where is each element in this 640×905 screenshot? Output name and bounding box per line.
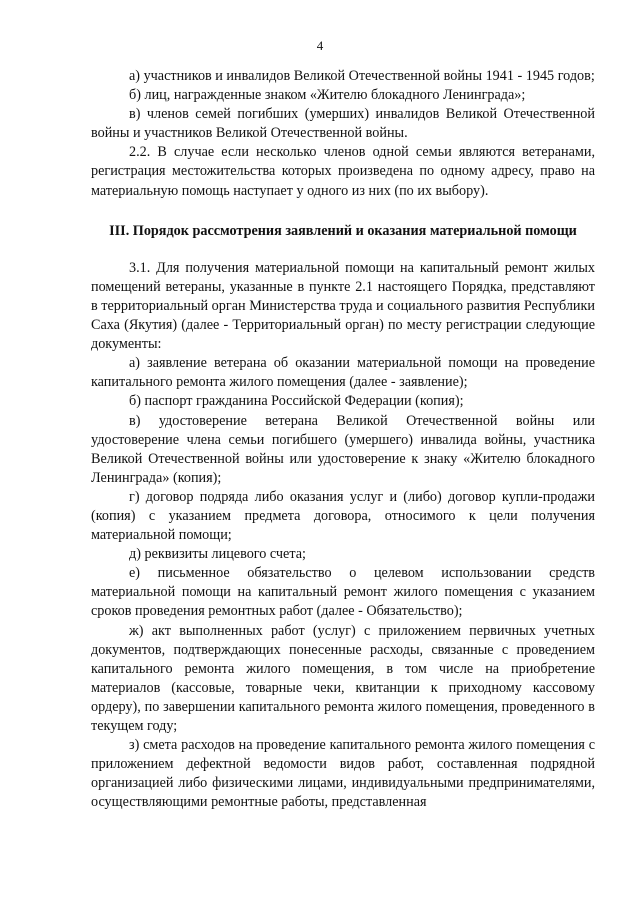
list-item-z: з) смета расходов на проведение капитального ремонта жилого помещения с приложением дефектной ведомости видов работ, составленная подрядной организацией либо физическими лицами, индивидуальными предпринимателями, осуществляющими ремонтные работы, представленная: [91, 737, 595, 811]
list-item-v: в) удостоверение ветерана Великой Отечественной войны или удостоверение члена семьи погибшего (умершего) инвалида войны, участника Великой Отечественной войны или удостоверение к знаку «Жителю блокадного Ленинграда» (копия);: [91, 412, 595, 486]
paragraph-2-2: 2.2. В случае если несколько членов одной семьи являются ветеранами, регистрация местожительства которых произведена по одному адресу, право на материальную помощь наступает у одного из них (по их выбору).: [91, 144, 595, 199]
paragraph-leningrad-residents: б) лиц, награжденные знаком «Жителю блокадного Ленинграда»;: [129, 87, 526, 104]
paragraph-veterans-wwii: а) участников и инвалидов Великой Отечественной войны 1941 - 1945 годов;: [129, 68, 595, 84]
list-item-d: д) реквизиты лицевого счета;: [129, 546, 306, 563]
paragraph-3-1: 3.1. Для получения материальной помощи на капитальный ремонт жилых помещений ветераны, указанные в пункте 2.1 настоящего Порядка, представляют в территориальный орган Министерства труда и социального развития Республики Саха (Якутия) (далее - Территориальный орган) по месту регистрации следующие документы:: [91, 259, 595, 353]
document-body: [91, 67, 595, 812]
paragraph-family-members: в) членов семей погибших (умерших) инвалидов Великой Отечественной войны и участников Великой Отечественной войны.: [91, 106, 595, 142]
section-heading: III. Порядок рассмотрения заявлений и оказания материальной помощи: [109, 222, 577, 239]
list-item-g: г) договор подряда либо оказания услуг и (либо) договор купли-продажи (копия) с указанием предмета договора, относимого к цели получения материальной помощи;: [91, 488, 595, 544]
list-item-e: е) письменное обязательство о целевом использовании средств материальной помощи на капитальный ремонт жилого помещения с указанием сроков проведения ремонтных работ (далее - Обязательство);: [91, 565, 595, 620]
list-item-b: б) паспорт гражданина Российской Федерации (копия);: [129, 393, 464, 410]
list-item-a: а) заявление ветерана об оказании материальной помощи на проведение капитального ремонта жилого помещения (далее - заявление);: [91, 355, 595, 391]
page-number: 4: [316, 38, 324, 53]
list-item-zh: ж) акт выполненных работ (услуг) с приложением первичных учетных документов, подтверждающих понесенные расходы, связанные с проведением капитального ремонта жилого помещения, в том числе на приобретение материалов (кассовые, товарные чеки, квитанции к приходному кассовому ордеру), по завершении капитального ремонта жилого помещения, проведенного в текущем году;: [91, 622, 595, 734]
